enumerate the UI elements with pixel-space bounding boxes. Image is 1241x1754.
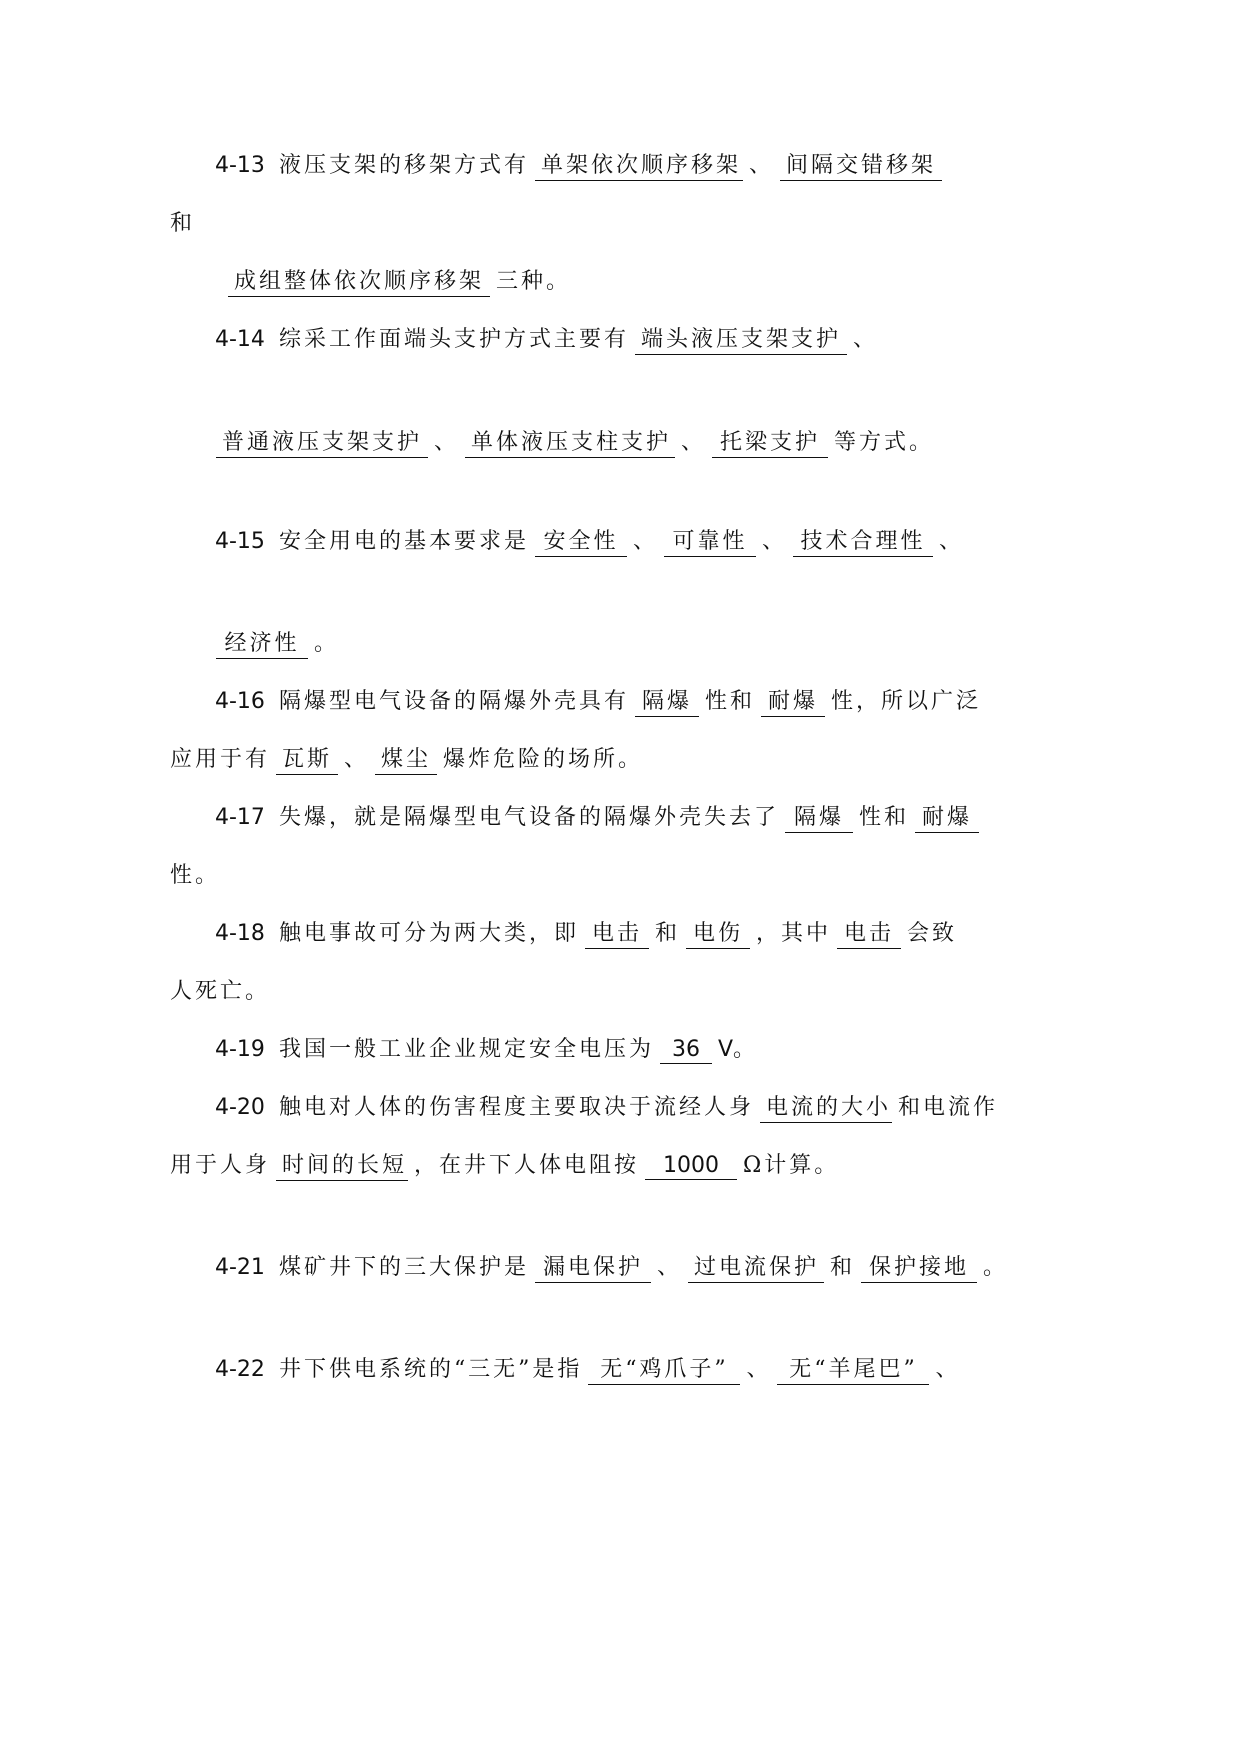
question-text: 煤矿井下的三大保护是	[278, 1255, 529, 1280]
answer-blank: 隔爆	[785, 800, 853, 833]
question-4-20-cont	[170, 1148, 1241, 1188]
question-number: 4-14	[215, 327, 265, 352]
answer-blank: 电流的大小	[760, 1090, 892, 1123]
middle-text: 和	[829, 1255, 855, 1280]
question-number: 4-18	[215, 921, 265, 946]
question-number: 4-20	[215, 1095, 265, 1120]
question-text: 隔爆型电气设备的隔爆外壳具有	[278, 689, 629, 714]
answer-blank: 无“羊尾巴”	[777, 1352, 929, 1385]
question-4-16	[215, 684, 1241, 724]
tail-text: 爆炸危险的场所。	[443, 747, 644, 772]
answer-blank: 隔爆	[635, 684, 699, 717]
question-text: 触电对人体的伤害程度主要取决于流经人身	[278, 1095, 754, 1120]
question-4-14-cont	[210, 425, 1241, 465]
answer-blank: 电击	[837, 916, 901, 949]
answer-blank: 无“鸡爪子”	[588, 1352, 740, 1385]
answer-blank: 过电流保护	[688, 1250, 824, 1283]
question-4-14	[215, 322, 1241, 362]
middle-text: 性，所以广泛	[830, 689, 981, 714]
separator: 、	[746, 1357, 772, 1382]
answer-blank: 时间的长短	[276, 1148, 408, 1181]
question-4-20	[215, 1090, 1241, 1130]
question-number: 4-21	[215, 1255, 265, 1280]
question-text: 井下供电系统的“三无”是指	[278, 1357, 583, 1382]
question-number: 4-22	[215, 1357, 265, 1382]
question-4-18-cont	[170, 974, 1241, 1014]
separator: 、	[632, 529, 658, 554]
answer-blank: 漏电保护	[535, 1250, 651, 1283]
middle-text: 性和	[858, 805, 909, 830]
answer-blank: 间隔交错移架	[780, 148, 942, 181]
answer-blank: 普通液压支架支护	[216, 425, 428, 458]
question-text: 触电事故可分为两大类，即	[278, 921, 579, 946]
answer-blank: 端头液压支架支护	[635, 322, 847, 355]
tail-text: 。	[314, 631, 340, 656]
middle-text: 和	[654, 921, 680, 946]
answer-blank: 电伤	[686, 916, 750, 949]
separator: 、	[938, 529, 964, 554]
question-text: 安全用电的基本要求是	[278, 529, 529, 554]
middle-text: 和电流作	[897, 1095, 998, 1120]
continuation-text: 应用于有	[170, 747, 271, 772]
separator: 、	[656, 1255, 682, 1280]
separator: 、	[935, 1357, 961, 1382]
tail-text: 人死亡。	[170, 979, 271, 1004]
question-4-13-line3	[222, 264, 1241, 304]
answer-blank: 耐爆	[761, 684, 825, 717]
question-number: 4-13	[215, 153, 265, 178]
answer-blank: 电击	[585, 916, 649, 949]
answer-blank: 单架依次顺序移架	[535, 148, 743, 181]
tail-text: 。	[982, 1255, 1008, 1280]
question-number: 4-17	[215, 805, 265, 830]
answer-blank: 1000	[645, 1153, 737, 1180]
answer-blank: 煤尘	[375, 742, 437, 775]
question-4-18	[215, 916, 1241, 956]
continuation-text: 和	[170, 211, 196, 236]
question-4-21	[215, 1250, 1241, 1290]
middle-text: 会致	[906, 921, 957, 946]
question-4-19	[215, 1032, 1241, 1072]
answer-blank: 可靠性	[664, 524, 756, 557]
question-number: 4-16	[215, 689, 265, 714]
answer-blank: 经济性	[216, 626, 308, 659]
separator: 、	[748, 153, 774, 178]
tail-text: 等方式。	[834, 430, 935, 455]
tail-text: 性。	[170, 863, 221, 888]
tail-text: Ω计算。	[743, 1153, 840, 1178]
answer-blank: 36	[660, 1037, 712, 1064]
question-4-15-cont	[210, 626, 1241, 666]
question-4-17	[215, 800, 1241, 840]
separator: 、	[344, 747, 370, 772]
question-4-13-cont	[170, 206, 1241, 246]
tail-text: 三种。	[496, 269, 572, 294]
question-text: 失爆，就是隔爆型电气设备的隔爆外壳失去了	[278, 805, 779, 830]
answer-blank: 单体液压支柱支护	[465, 425, 675, 458]
question-4-22	[215, 1352, 1241, 1392]
question-text: 综采工作面端头支护方式主要有	[278, 327, 629, 352]
question-text: 液压支架的移架方式有	[278, 153, 529, 178]
answer-blank: 成组整体依次顺序移架	[228, 264, 490, 297]
answer-blank: 保护接地	[861, 1250, 977, 1283]
continuation-text: 用于人身	[170, 1153, 271, 1178]
question-number: 4-19	[215, 1037, 265, 1062]
question-4-15	[215, 524, 1241, 564]
answer-blank: 瓦斯	[276, 742, 338, 775]
answer-blank: 耐爆	[915, 800, 979, 833]
middle-text: ，在井下人体电阻按	[414, 1153, 640, 1178]
middle-text: 性和	[704, 689, 755, 714]
question-4-16-cont	[170, 742, 1241, 782]
separator: 、	[761, 529, 787, 554]
answer-blank: 托梁支护	[712, 425, 828, 458]
question-number: 4-15	[215, 529, 265, 554]
separator: 、	[852, 327, 878, 352]
question-4-17-cont	[170, 858, 1241, 898]
question-text: 我国一般工业企业规定安全电压为	[278, 1037, 654, 1062]
middle-text: ，其中	[755, 921, 831, 946]
separator: 、	[434, 430, 460, 455]
tail-text: V。	[717, 1037, 756, 1062]
question-4-13	[215, 148, 1241, 188]
answer-blank: 技术合理性	[793, 524, 933, 557]
answer-blank: 安全性	[535, 524, 627, 557]
separator: 、	[681, 430, 707, 455]
